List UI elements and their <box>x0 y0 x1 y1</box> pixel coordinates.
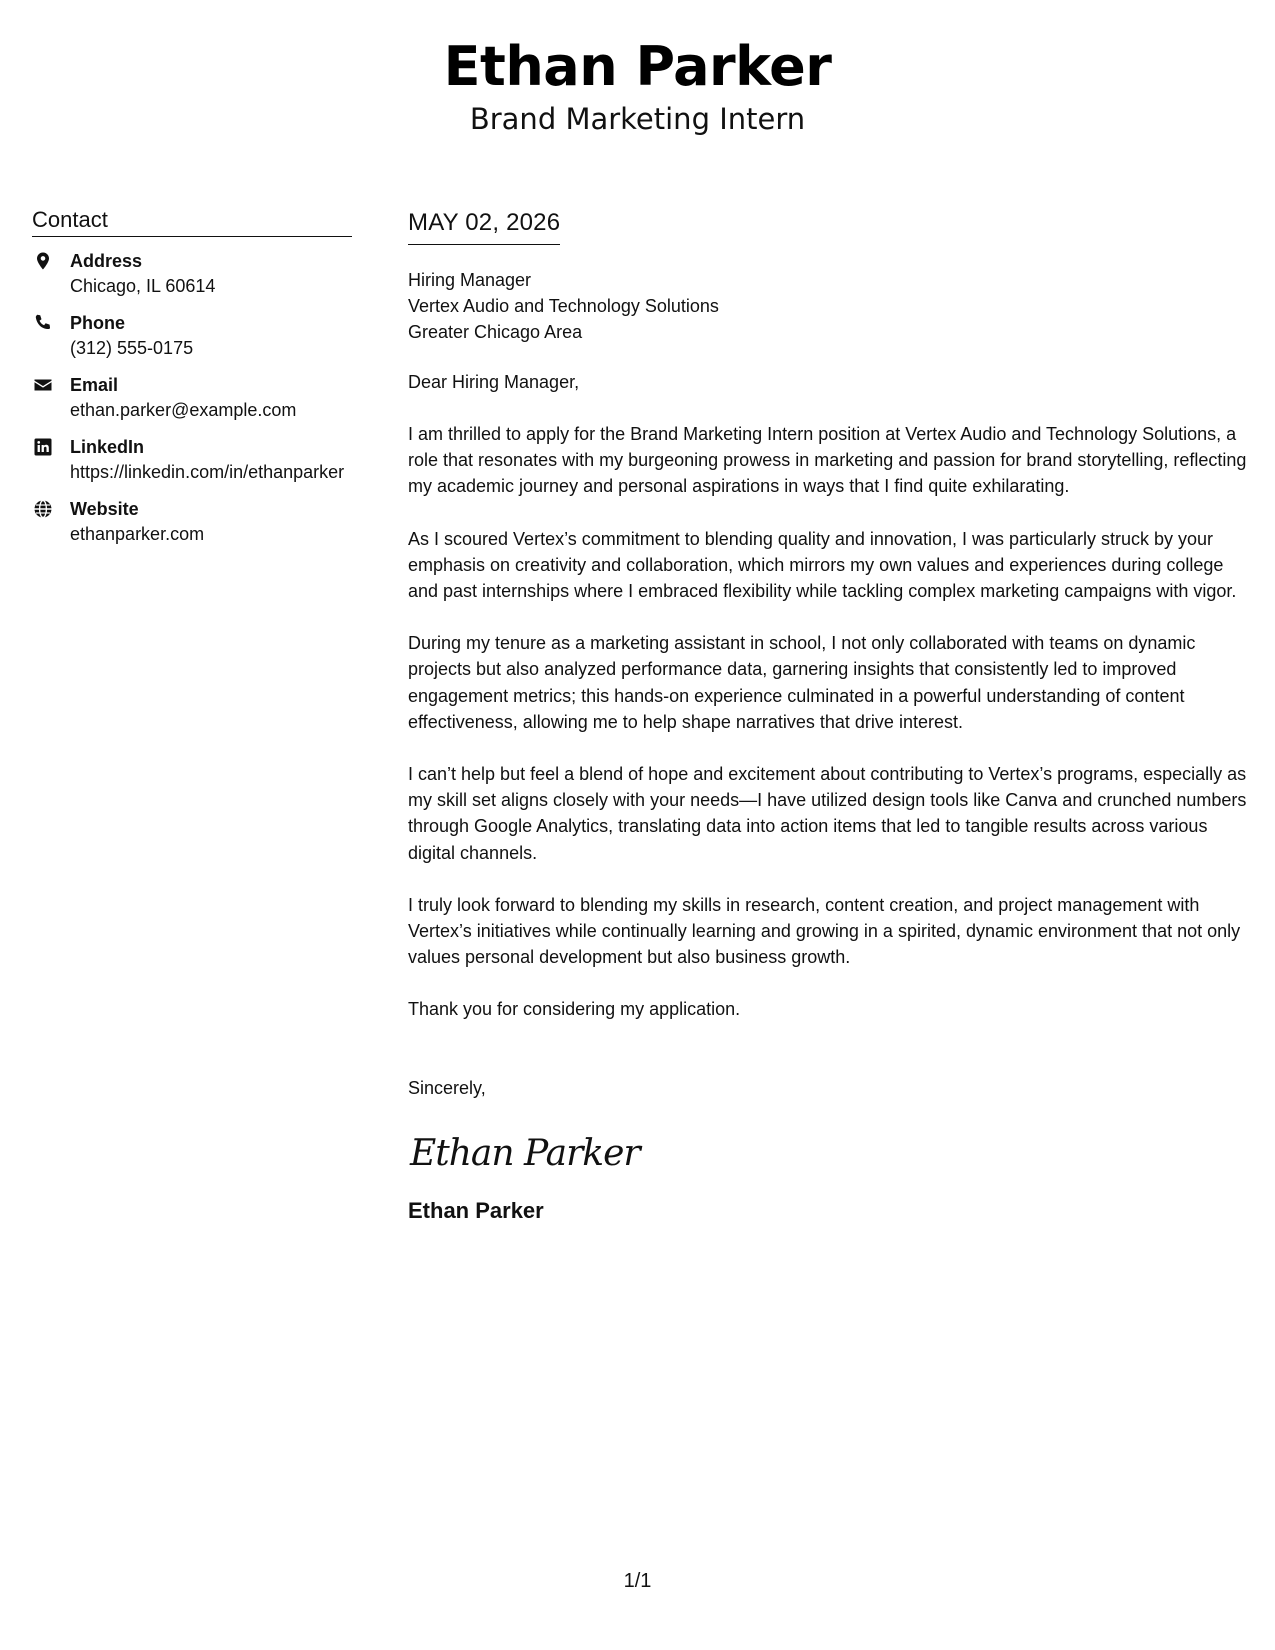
job-title: Brand Marketing Intern <box>469 102 806 136</box>
contact-label: Address <box>70 251 143 271</box>
salutation: Dear Hiring Manager, <box>408 372 580 392</box>
closing-paragraph: Thank you for considering my application. <box>408 999 741 1020</box>
contact-item-linkedin <box>32 435 352 485</box>
contact-sidebar <box>32 206 352 559</box>
recipient-name: Hiring Manager <box>408 270 532 290</box>
email-value[interactable]: ethan.parker@example.com <box>70 400 297 420</box>
contact-heading: Contact <box>32 206 352 237</box>
body-paragraph: I am thrilled to apply for the Brand Marketing Intern position at Vertex Audio and Technology Solutions, a role that resonates with my burgeoning prowess in marketing and passion for brand storytelling, reflecting my academic journey and personal aspirations in ways that I find quite exhilarating. <box>408 424 1247 497</box>
body-paragraph: As I scoured Vertex’s commitment to blending quality and innovation, I was particularly struck by your emphasis on creativity and collaboration, which mirrors my own values and experiences during college and past internships where I embraced flexibility while tackling complex marketing campaigns with vigor. <box>408 528 1237 602</box>
contact-label: Email <box>70 375 119 395</box>
map-pin-icon <box>33 251 53 271</box>
phone-value: (312) 555-0175 <box>70 338 194 358</box>
recipient-block <box>408 267 1248 345</box>
recipient-location: Greater Chicago Area <box>408 322 583 342</box>
contact-item-email <box>32 373 352 423</box>
body-paragraph: I truly look forward to blending my skills in research, content creation, and project management with Vertex’s initiatives while continually learning and growing in a spirited, dynamic environment that not only values personal development but also business growth. <box>408 894 1241 968</box>
applicant-name: Ethan Parker <box>443 35 832 98</box>
contact-label: Website <box>70 499 139 519</box>
contact-label: LinkedIn <box>70 437 145 457</box>
handwritten-signature <box>408 1127 1248 1177</box>
contact-item-address <box>32 249 352 299</box>
phone-icon <box>33 313 53 333</box>
contact-list <box>32 249 352 547</box>
page-number: 1/1 <box>623 1570 652 1592</box>
contact-label: Phone <box>70 313 126 333</box>
signer-name: Ethan Parker <box>408 1197 544 1223</box>
address-value: Chicago, IL 60614 <box>70 276 216 296</box>
body-paragraph: I can’t help but feel a blend of hope and excitement about contributing to Vertex’s programs, especially as my skill set aligns closely with your needs—I have utilized design tools like Canva and crunched numbers through Google Analytics, translating data into action items that led to tangible results across various digital channels. <box>408 764 1247 863</box>
contact-item-phone <box>32 311 352 361</box>
recipient-company: Vertex Audio and Technology Solutions <box>408 296 719 316</box>
globe-icon <box>33 499 53 519</box>
linkedin-value[interactable]: https://linkedin.com/in/ethanparker <box>70 462 345 482</box>
envelope-icon <box>33 375 53 395</box>
closing-line: Sincerely, <box>408 1077 486 1098</box>
signature-text: Ethan Parker <box>410 1132 640 1174</box>
website-value[interactable]: ethanparker.com <box>70 524 205 544</box>
linkedin-icon <box>33 437 53 457</box>
letter-date: MAY 02, 2026 <box>408 208 560 245</box>
contact-item-website <box>32 497 352 547</box>
body-paragraph: During my tenure as a marketing assistant in school, I not only collaborated with teams on dynamic projects but also analyzed performance data, garnering insights that consistently led to improved engagement metrics; this hands-on experience culminated in a powerful understanding of content effectiveness, allowing me to help shape narratives that drive interest. <box>408 633 1196 732</box>
letter-body <box>408 208 1248 1225</box>
page-header <box>0 34 1275 138</box>
